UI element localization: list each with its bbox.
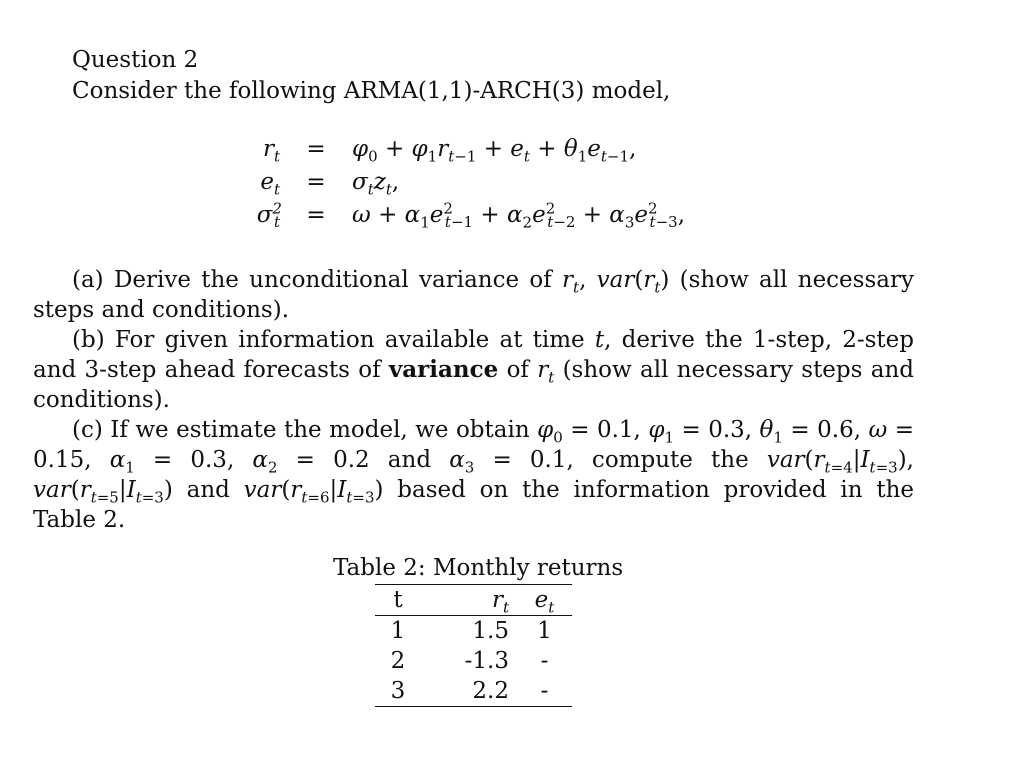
cell-t: 2: [390, 648, 406, 674]
part-a: (a) Derive the unconditional variance of $r_t$, $var(r_t)$ (show all necessary steps and conditions).: [33, 267, 914, 323]
phi1-value: 0.3: [708, 417, 745, 443]
model-equations: [240, 132, 685, 231]
eq-rhs-errors: $\sigma_tz_t$,: [352, 168, 400, 199]
table-caption: Table 2: Monthly returns: [333, 555, 624, 581]
header-e: $e_t$: [517, 585, 572, 616]
cell-t: 3: [390, 678, 406, 704]
question-title: Question 2: [72, 47, 199, 73]
equation-returns: $r_t$ = $\varphi_0 + \varphi_1r_{t-1} + e_t + \theta_1e_{t-1}$,: [240, 132, 685, 165]
eq-rhs-returns: $\varphi_0 + \varphi_1r_{t-1} + e_t + \theta_1e_{t-1}$,: [352, 135, 637, 166]
alpha1-value: 0.3: [190, 447, 227, 473]
cell-r: 2.2: [472, 678, 509, 704]
eq-lhs-errors: e: [260, 168, 274, 195]
cell-r: 1.5: [472, 618, 509, 644]
eq-lhs-variance: σ: [256, 201, 273, 228]
header-r: $r_t$: [421, 585, 517, 616]
cell-e: 1: [537, 618, 552, 644]
theta1-value: 0.6: [817, 417, 854, 443]
eq-sign: =: [306, 168, 326, 195]
alpha3-value: 0.1: [529, 447, 567, 473]
part-b: (b) For given information available at time t, derive the 1-step, 2-step and 3-step ahead forecasts of variance of $r_t$ (show all necessary steps and conditions).: [33, 327, 914, 413]
phi0-value: 0.1: [596, 417, 634, 443]
question-parts: [33, 265, 914, 535]
eq-sign: =: [306, 201, 326, 228]
omega-value: 0.15: [33, 447, 85, 473]
eq-rhs-variance: $\omega + \alpha_1e^2_{t-1} + \alpha_2e^2_{t-2} + \alpha_3e^2_{t-3}$,: [352, 198, 686, 232]
table-row: [375, 676, 572, 707]
eq-lhs-returns: r: [262, 135, 274, 162]
table-row: [375, 646, 572, 676]
equation-errors: $e_t$ = $\sigma_tz_t$,: [240, 165, 685, 198]
cell-e: -: [540, 678, 549, 704]
part-c: (c) If we estimate the model, we obtain $\varphi_0 = 0.1$, $\varphi_1 = 0.3$, $\theta_1 = 0.6$, ω = 0.15, $\alpha_1 = 0.3$, $\alpha_2 = 0.2$ and $\alpha_3 = 0.1$, compute the $var(r_{t=4}|I_{t=3})$, $var(r_{t=5}|I_{t=3})$ and $var(r_{t=6}|I_{t=3})$ based on the information provided in the Table 2.: [33, 417, 915, 533]
bold-variance: variance: [388, 356, 499, 383]
table-header-row: [375, 585, 572, 616]
cell-e: -: [540, 648, 549, 674]
alpha2-value: 0.2: [333, 447, 370, 473]
header-t: t: [375, 585, 421, 616]
question-heading: [72, 45, 932, 107]
equation-variance: $\sigma^2_t$ = $\omega + \alpha_1e^2_{t-1} + \alpha_2e^2_{t-2} + \alpha_3e^2_{t-3}$,: [256, 198, 686, 232]
cell-r: -1.3: [464, 648, 509, 674]
table-row: [375, 616, 572, 647]
returns-table: [375, 584, 572, 707]
model-intro: Consider the following ARMA(1,1)-ARCH(3) model,: [72, 78, 671, 104]
cell-t: 1: [390, 618, 406, 644]
eq-sign: =: [306, 135, 326, 162]
